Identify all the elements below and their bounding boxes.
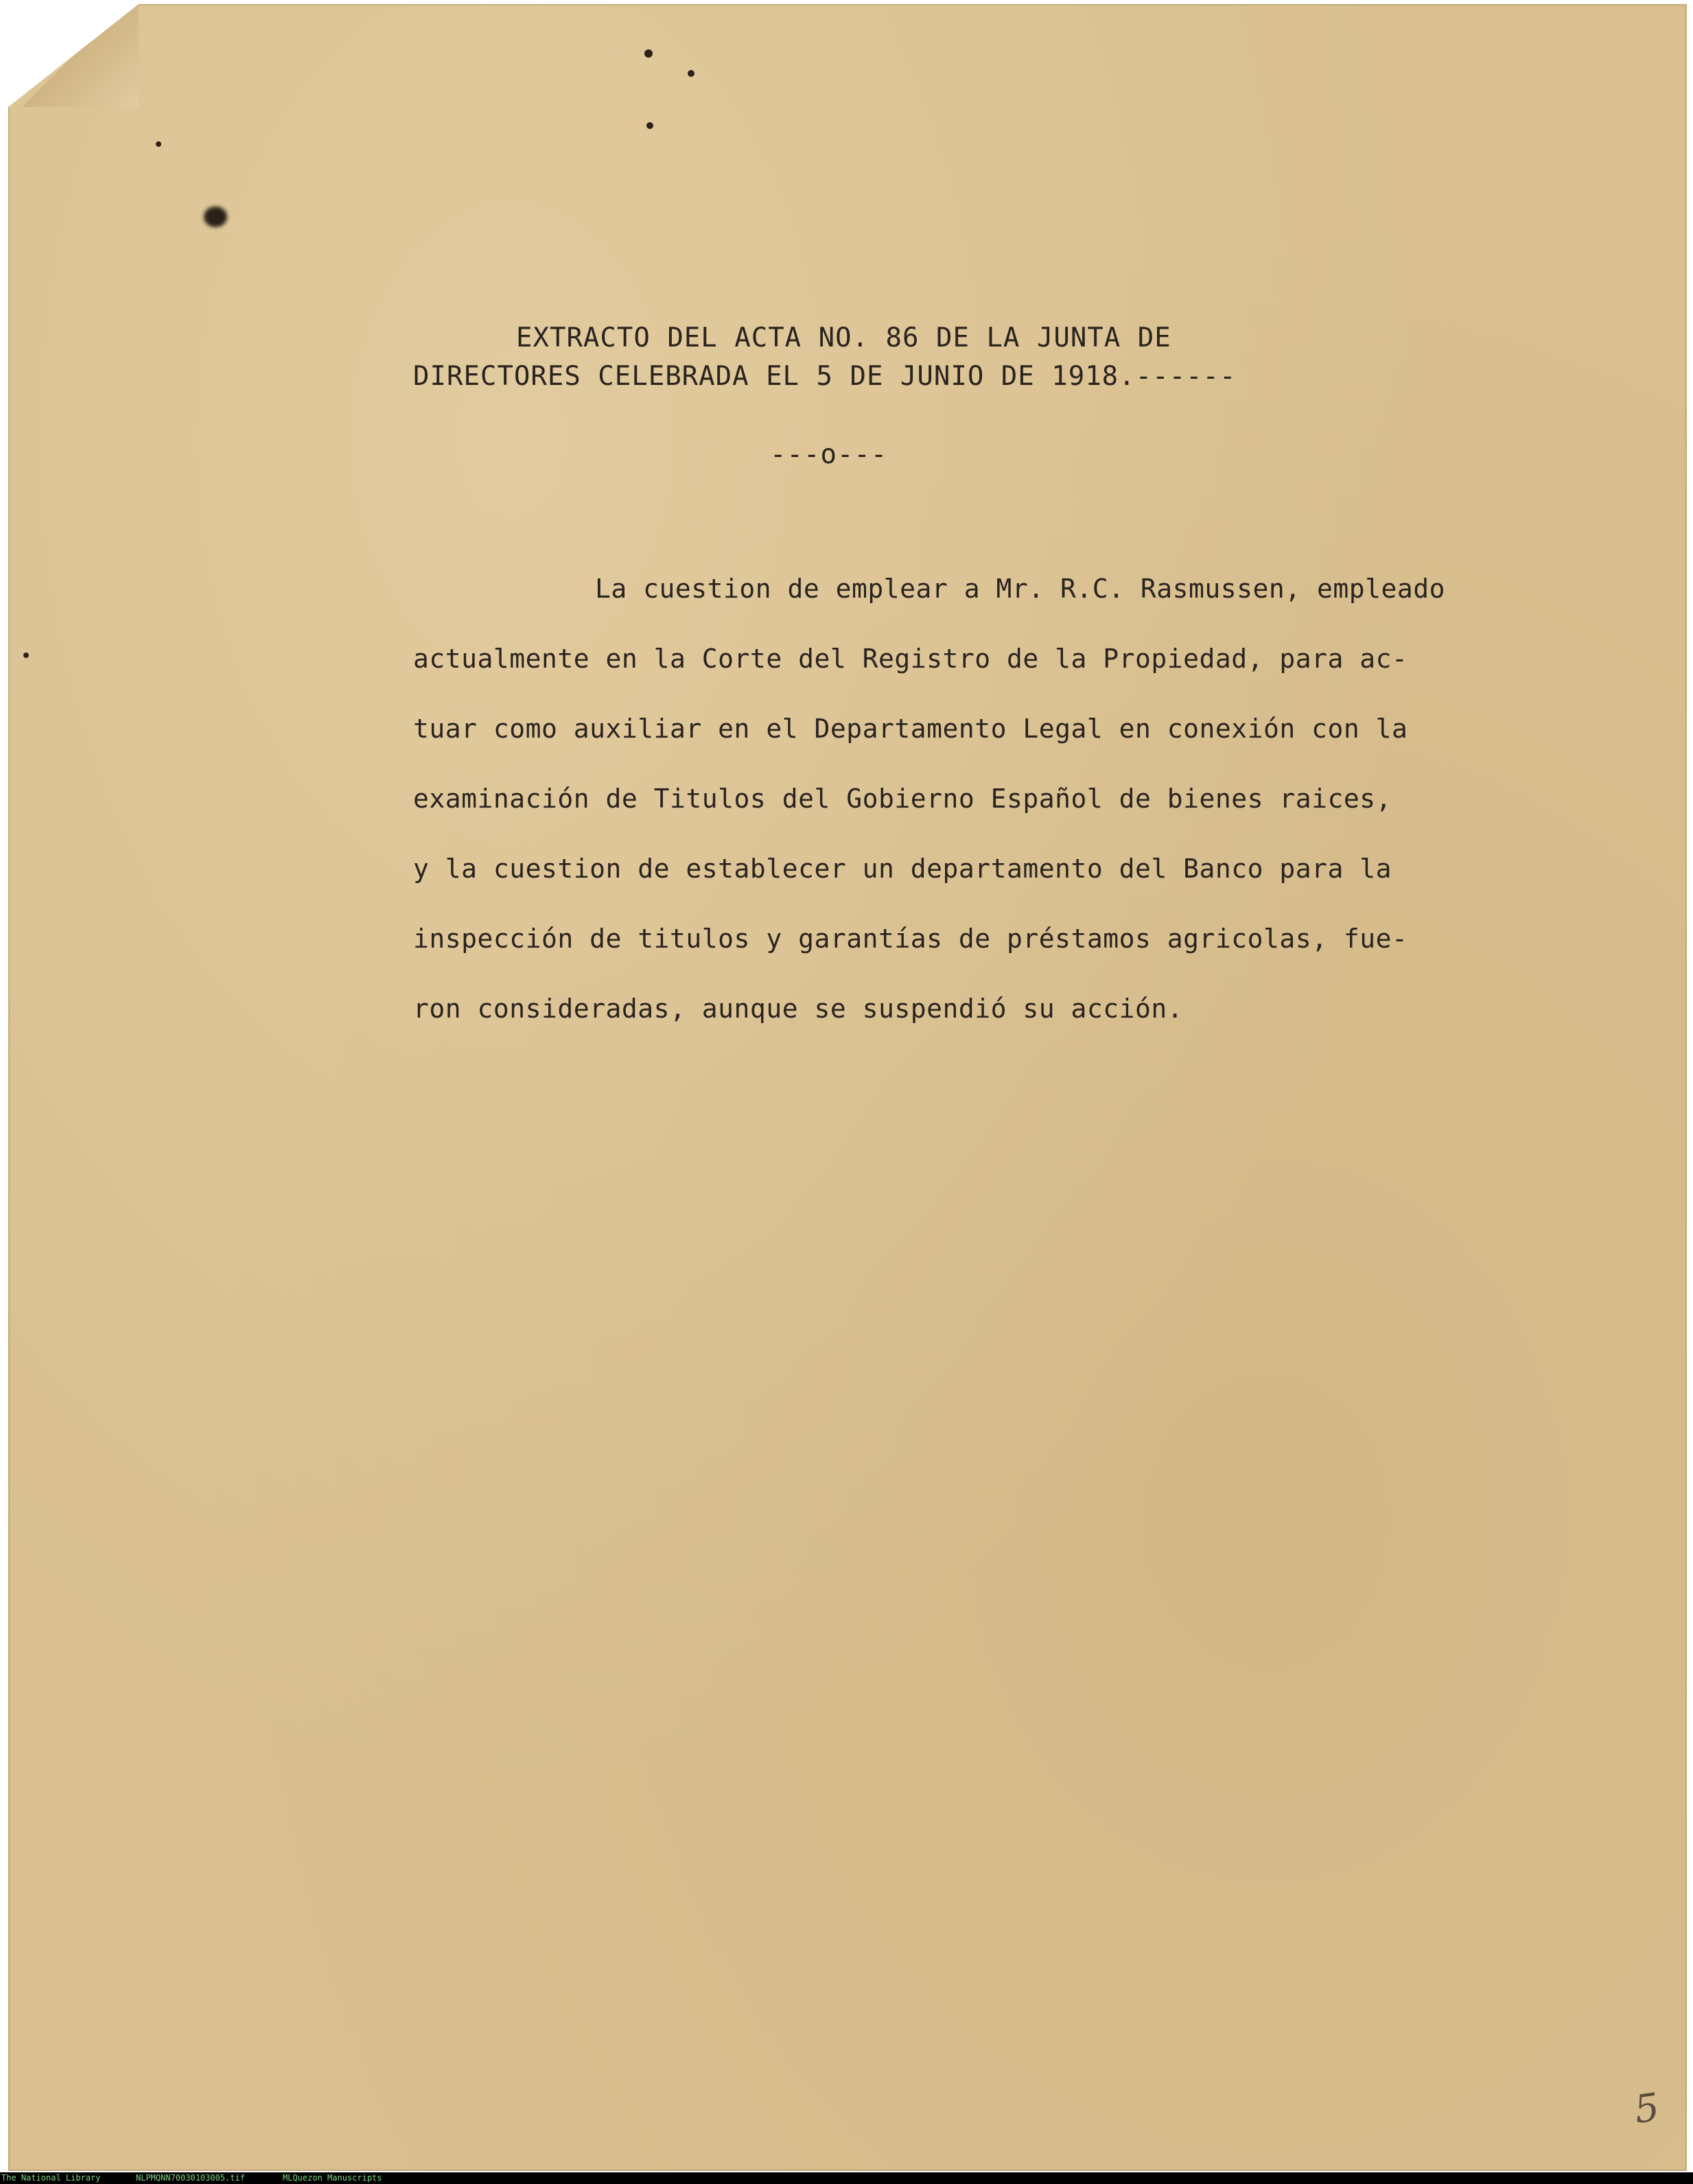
scan-footer-bar	[0, 2172, 1693, 2184]
heading-divider: ---o---	[770, 439, 888, 470]
paragraph-line: ron consideradas, aunque se suspendió su acción.	[413, 994, 1184, 1024]
ink-spot	[156, 141, 161, 147]
paper-sheet	[8, 4, 1687, 2171]
ink-spot	[688, 70, 694, 77]
paragraph-line: La cuestion de emplear a Mr. R.C. Rasmussen, empleado	[595, 574, 1446, 604]
ink-spot	[204, 207, 227, 227]
footer-collection: MLQuezon Manuscripts	[283, 2173, 382, 2183]
paragraph-line: inspección de titulos y garantías de préstamos agricolas, fue-	[413, 924, 1408, 954]
paragraph-line: examinación de Titulos del Gobierno Español de bienes raices,	[413, 784, 1392, 814]
paragraph-line: y la cuestion de establecer un departamento del Banco para la	[413, 854, 1392, 884]
paragraph-line: tuar como auxiliar en el Departamento Legal en conexión con la	[413, 714, 1408, 744]
heading-line-2: DIRECTORES CELEBRADA EL 5 DE JUNIO DE 1918.------	[413, 361, 1237, 392]
footer-file-name: NLPMQNN70030103005.tif	[136, 2173, 245, 2183]
ink-spot	[23, 653, 29, 658]
paragraph-line: actualmente en la Corte del Registro de la Propiedad, para ac-	[413, 644, 1408, 674]
minutes-paragraph	[413, 574, 1552, 1064]
heading-line-1: EXTRACTO DEL ACTA NO. 86 DE LA JUNTA DE	[516, 322, 1171, 353]
handwritten-page-number: 5	[1631, 2085, 1662, 2133]
ink-spot	[646, 122, 653, 129]
ink-spot	[644, 49, 653, 58]
footer-library: The National Library	[1, 2173, 101, 2183]
